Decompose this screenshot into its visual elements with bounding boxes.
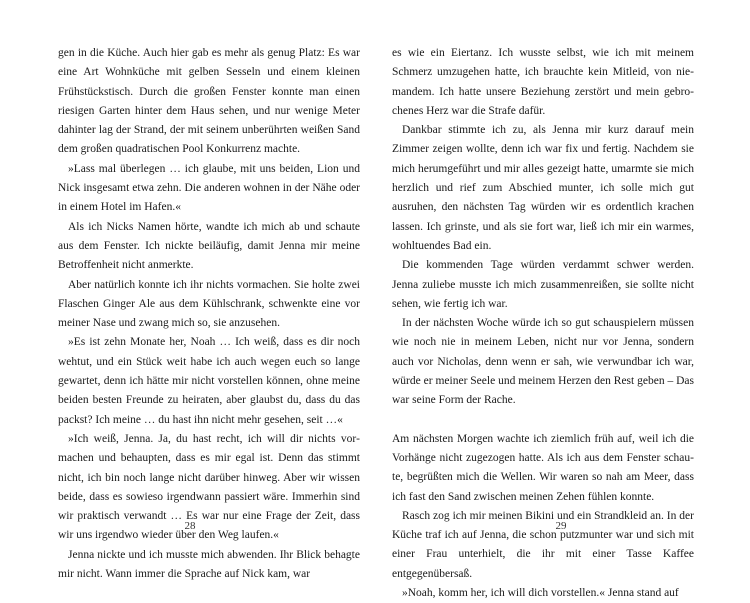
paragraph: Die kommenden Tage würden verdammt schwer werden. Jenna zuliebe musste ich mich zusammenreißen, sie sollte nicht sehen, wie fertig ich war. [392,259,694,310]
page-number-left: 28 [184,520,196,532]
paragraph: »Es ist zehn Monate her, Noah … Ich weiß, dass es dir noch wehtut, und ein Stück weit habe ich auch wegen euch so lange gewartet, denn ich hätte mir nicht vorstellen können, ohne meine beiden besten Freunde zu heiraten, aber glaubst du, dass du das packst? Ich meine … du hast ihn nicht mehr gesehen, seit …« [58,336,360,426]
paragraph: es wie ein Eiertanz. Ich wusste selbst, wie ich mit meinem Schmerz umzugehen hatte, ich brauchte kein Mitleid, von niemandem. Ich hatte unsere Beziehung zerstört und mein gebrochenes Herz war die Strafe dafür. [392,47,694,117]
paragraph: Als ich Nicks Namen hörte, wandte ich mich ab und schaute aus dem Fenster. Ich nickte beiläufig, damit Jenna mir meine Betroffenheit nicht anmerkte. [58,220,360,272]
left-page-text [58,44,360,584]
page-number-right: 29 [555,520,567,532]
paragraph: Jenna nickte und ich musste mich abwenden. Ihr Blick behagte mir nicht. Wann immer die Sprache auf Nick kam, war [58,548,360,581]
paragraph: »Lass mal überlegen … ich glaube, mit uns beiden, Lion und Nick insgesamt etwa zehn. Die anderen wohnen in der Nähe oder in einem Hotel im Hafen.« [58,162,360,214]
paragraph: In der nächsten Woche würde ich so gut schauspielern müssen wie noch nie in meinem Leben, nicht nur vor Jenna, sondern auch vor Nicholas, denn wenn er sah, wie verwundbar ich war, würde er meiner Seele und meinem Herzen den Rest geben – Das war seine Form der Rache. [392,317,694,407]
paragraph: gen in die Küche. Auch hier gab es mehr als genug Platz: Es war eine Art Wohnküche mit gelben Sesseln und einem kleinen Frühstückstisch. Durch die großen Fenster konnte man einen riesigen Garten hinter dem Haus sehen, und nur wenige Meter dahinter lag der Strand, der mit seinem unberührten weißen Sand dem großen quadratischen Pool Konkurrenz machte. [58,47,360,156]
paragraph: »Ich weiß, Jenna. Ja, du hast recht, ich will dir nichts vormachen und behaupten, dass es mir egal ist. Denn das stimmt nicht, ich bin noch lange nicht darüber hinweg. Aber wir wissen beide, dass es sowieso irgendwann passiert wäre. Immerhin sind wir praktisch verwandt … Es war nur eine Frage der Zeit, dass wir uns irgendwo wieder über den Weg laufen.« [58,432,360,542]
paragraph: Aber natürlich konnte ich ihr nichts vormachen. Sie holte zwei Flaschen Ginger Ale aus dem Kühlschrank, schwenkte eine vor meiner Nase und zwang mich so, sie anzusehen. [58,278,360,330]
paragraph: Dankbar stimmte ich zu, als Jenna mir kurz darauf mein Zimmer zeigen wollte, denn ich war fix und fertig. Nachdem sie mich herumgeführt und mir alles gezeigt hatte, umarmte sie mich herzlich und rief zum Abschied munter, ich solle mich gut ausruhen, den nächsten Tag würden wir es ordentlich krachen lassen. Ich grinste, und als sie fort war, ließ ich mir ein warmes, wohltuendes Bad ein. [392,124,694,252]
paragraph: Am nächsten Morgen wachte ich ziemlich früh auf, weil ich die Vorhänge nicht zugezogen hatte. Als ich aus dem Fenster schaute, begrüßten mich die Wellen. Wir waren so nah am Meer, dass ich fast den Sand zwischen meinen Zehen fühlen konnte. [392,432,694,503]
paragraph: Rasch zog ich mir meinen Bikini und ein Strandkleid an. In der Küche traf ich auf Jenna, die schon putzmunter war und sich mit einer Frau unterhielt, die ihr mit einer Tasse Kaffee entgegenübersaß. [392,509,694,580]
paragraph: »Noah, komm her, ich will dich vorstellen.« Jenna stand auf [402,587,679,600]
